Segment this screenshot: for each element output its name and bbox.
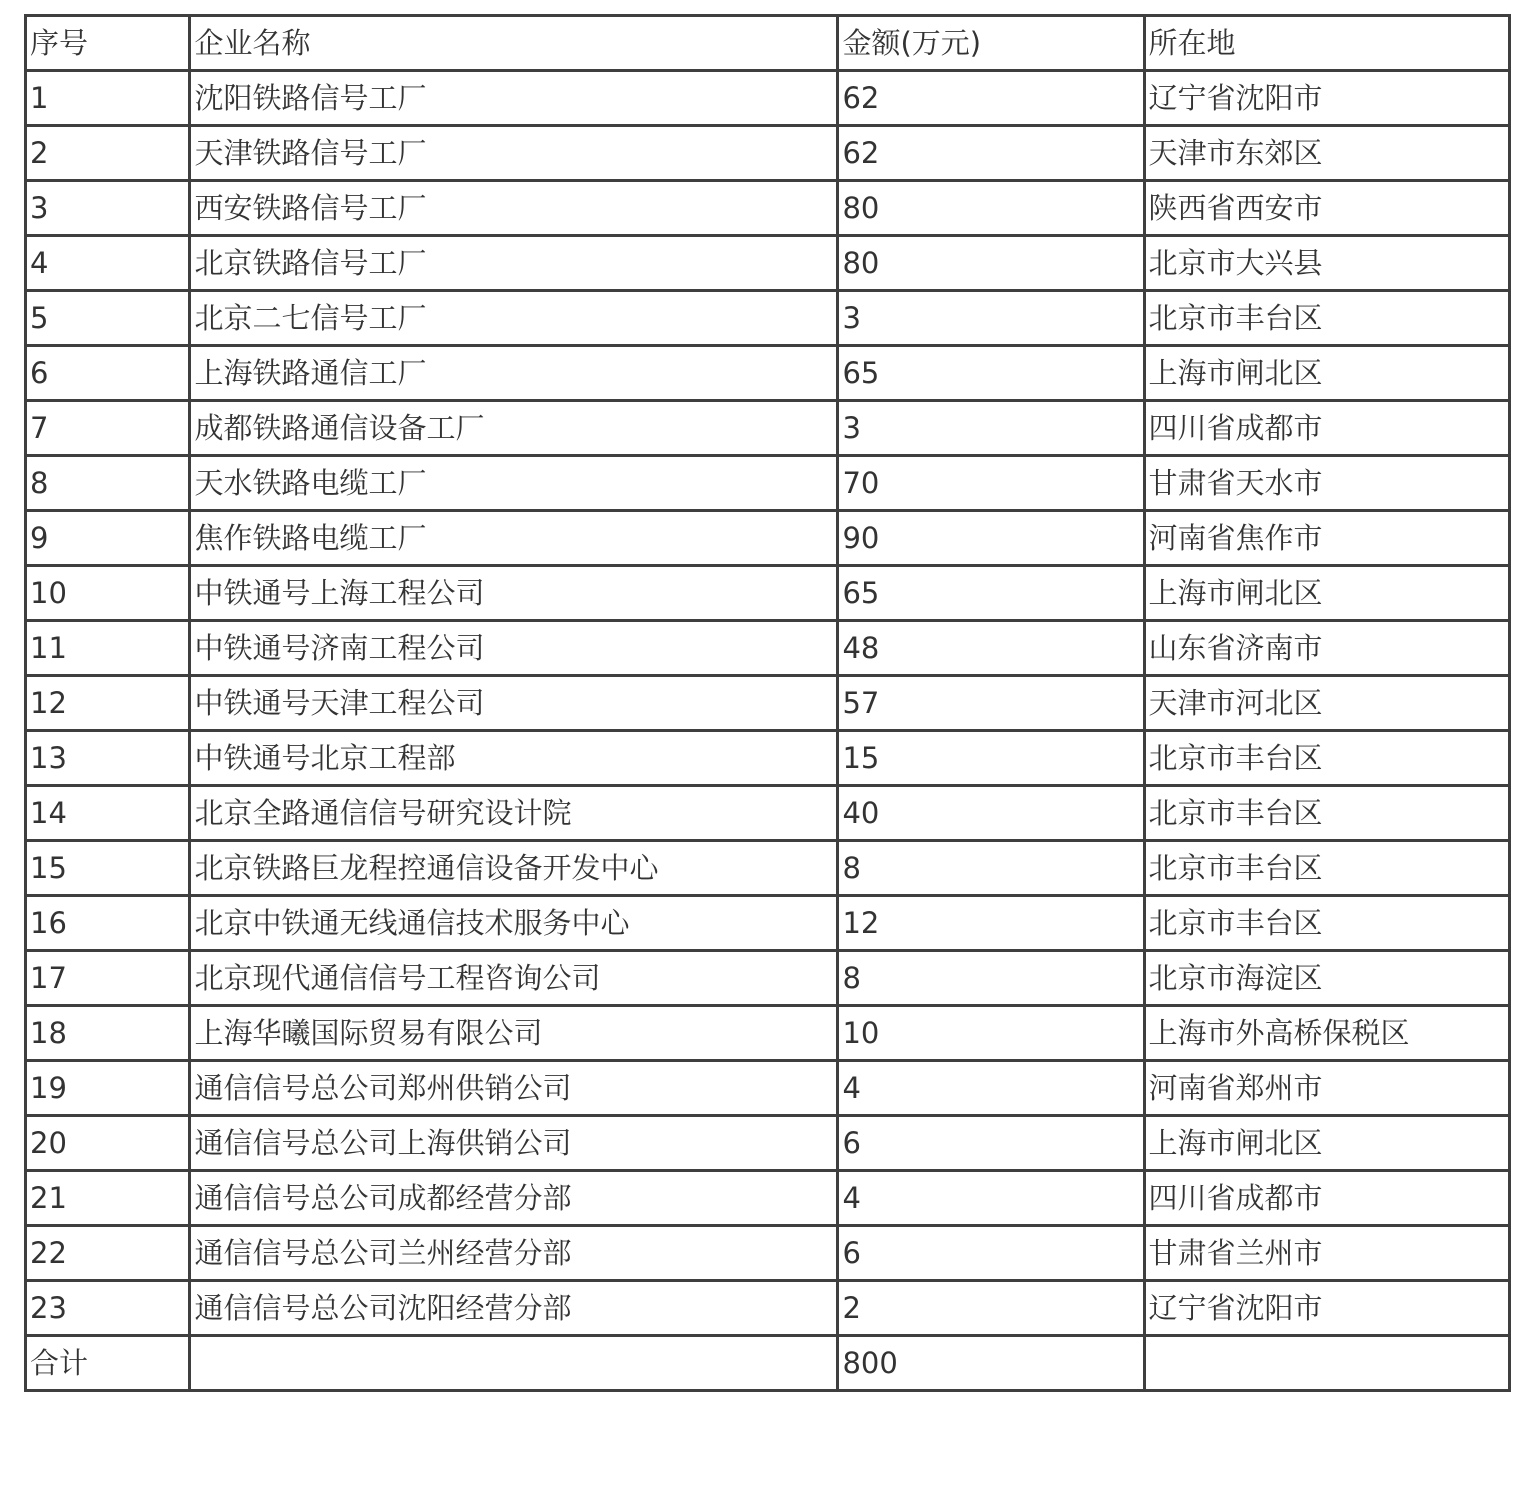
cell-amount: 10 bbox=[838, 1006, 1144, 1061]
cell-company: 北京全路通信信号研究设计院 bbox=[190, 786, 838, 841]
cell-amount: 6 bbox=[838, 1226, 1144, 1281]
cell-amount: 3 bbox=[838, 291, 1144, 346]
header-cell-company: 企业名称 bbox=[190, 16, 838, 71]
table-row bbox=[26, 291, 1510, 346]
cell-index: 22 bbox=[26, 1226, 190, 1281]
cell-company: 北京铁路信号工厂 bbox=[190, 236, 838, 291]
cell-amount: 4 bbox=[838, 1171, 1144, 1226]
cell-index: 14 bbox=[26, 786, 190, 841]
cell-location: 河南省焦作市 bbox=[1144, 511, 1509, 566]
cell-location: 上海市闸北区 bbox=[1144, 346, 1509, 401]
cell-company: 北京二七信号工厂 bbox=[190, 291, 838, 346]
cell-index: 7 bbox=[26, 401, 190, 456]
cell-index: 23 bbox=[26, 1281, 190, 1336]
cell-company: 中铁通号北京工程部 bbox=[190, 731, 838, 786]
table-row bbox=[26, 1061, 1510, 1116]
cell-company: 焦作铁路电缆工厂 bbox=[190, 511, 838, 566]
cell-location: 北京市丰台区 bbox=[1144, 896, 1509, 951]
table-row bbox=[26, 841, 1510, 896]
table-row bbox=[26, 71, 1510, 126]
cell-index: 9 bbox=[26, 511, 190, 566]
cell-index: 5 bbox=[26, 291, 190, 346]
cell-amount: 6 bbox=[838, 1116, 1144, 1171]
cell-location: 河南省郑州市 bbox=[1144, 1061, 1509, 1116]
table-row bbox=[26, 1171, 1510, 1226]
cell-location: 北京市丰台区 bbox=[1144, 731, 1509, 786]
table-row bbox=[26, 1116, 1510, 1171]
table-row bbox=[26, 1281, 1510, 1336]
cell-amount: 65 bbox=[838, 346, 1144, 401]
cell-company: 北京现代通信信号工程咨询公司 bbox=[190, 951, 838, 1006]
cell-location: 天津市河北区 bbox=[1144, 676, 1509, 731]
cell-location: 天津市东郊区 bbox=[1144, 126, 1509, 181]
cell-amount: 4 bbox=[838, 1061, 1144, 1116]
cell-index: 1 bbox=[26, 71, 190, 126]
cell-company: 北京铁路巨龙程控通信设备开发中心 bbox=[190, 841, 838, 896]
cell-amount: 8 bbox=[838, 841, 1144, 896]
cell-company: 中铁通号上海工程公司 bbox=[190, 566, 838, 621]
total-cell-location bbox=[1144, 1336, 1509, 1391]
cell-company: 北京中铁通无线通信技术服务中心 bbox=[190, 896, 838, 951]
cell-index: 12 bbox=[26, 676, 190, 731]
cell-company: 中铁通号济南工程公司 bbox=[190, 621, 838, 676]
cell-index: 13 bbox=[26, 731, 190, 786]
cell-amount: 3 bbox=[838, 401, 1144, 456]
cell-location: 北京市丰台区 bbox=[1144, 291, 1509, 346]
cell-company: 通信信号总公司郑州供销公司 bbox=[190, 1061, 838, 1116]
cell-location: 甘肃省兰州市 bbox=[1144, 1226, 1509, 1281]
cell-amount: 62 bbox=[838, 126, 1144, 181]
table-row bbox=[26, 346, 1510, 401]
cell-amount: 80 bbox=[838, 236, 1144, 291]
cell-amount: 15 bbox=[838, 731, 1144, 786]
table-row bbox=[26, 236, 1510, 291]
cell-amount: 70 bbox=[838, 456, 1144, 511]
cell-index: 19 bbox=[26, 1061, 190, 1116]
cell-amount: 65 bbox=[838, 566, 1144, 621]
table-row bbox=[26, 1006, 1510, 1061]
table-row bbox=[26, 456, 1510, 511]
cell-index: 21 bbox=[26, 1171, 190, 1226]
cell-index: 18 bbox=[26, 1006, 190, 1061]
table-row bbox=[26, 676, 1510, 731]
cell-location: 四川省成都市 bbox=[1144, 1171, 1509, 1226]
cell-location: 山东省济南市 bbox=[1144, 621, 1509, 676]
cell-location: 北京市大兴县 bbox=[1144, 236, 1509, 291]
cell-company: 上海铁路通信工厂 bbox=[190, 346, 838, 401]
cell-company: 上海华曦国际贸易有限公司 bbox=[190, 1006, 838, 1061]
table-row bbox=[26, 401, 1510, 456]
cell-index: 6 bbox=[26, 346, 190, 401]
table-row bbox=[26, 1226, 1510, 1281]
table-row bbox=[26, 566, 1510, 621]
cell-amount: 8 bbox=[838, 951, 1144, 1006]
cell-index: 2 bbox=[26, 126, 190, 181]
cell-amount: 2 bbox=[838, 1281, 1144, 1336]
total-cell-index: 合计 bbox=[26, 1336, 190, 1391]
cell-company: 天水铁路电缆工厂 bbox=[190, 456, 838, 511]
cell-index: 15 bbox=[26, 841, 190, 896]
header-cell-amount: 金额(万元) bbox=[838, 16, 1144, 71]
cell-location: 北京市丰台区 bbox=[1144, 786, 1509, 841]
cell-index: 4 bbox=[26, 236, 190, 291]
cell-amount: 90 bbox=[838, 511, 1144, 566]
total-cell-amount: 800 bbox=[838, 1336, 1144, 1391]
table-row bbox=[26, 181, 1510, 236]
cell-company: 沈阳铁路信号工厂 bbox=[190, 71, 838, 126]
cell-location: 北京市丰台区 bbox=[1144, 841, 1509, 896]
table-row bbox=[26, 126, 1510, 181]
cell-amount: 80 bbox=[838, 181, 1144, 236]
cell-amount: 57 bbox=[838, 676, 1144, 731]
table-row bbox=[26, 621, 1510, 676]
cell-company: 西安铁路信号工厂 bbox=[190, 181, 838, 236]
header-cell-index: 序号 bbox=[26, 16, 190, 71]
cell-index: 8 bbox=[26, 456, 190, 511]
cell-company: 天津铁路信号工厂 bbox=[190, 126, 838, 181]
cell-company: 通信信号总公司沈阳经营分部 bbox=[190, 1281, 838, 1336]
cell-amount: 48 bbox=[838, 621, 1144, 676]
cell-location: 上海市闸北区 bbox=[1144, 566, 1509, 621]
total-cell-company bbox=[190, 1336, 838, 1391]
cell-index: 16 bbox=[26, 896, 190, 951]
cell-location: 辽宁省沈阳市 bbox=[1144, 1281, 1509, 1336]
cell-location: 甘肃省天水市 bbox=[1144, 456, 1509, 511]
cell-company: 中铁通号天津工程公司 bbox=[190, 676, 838, 731]
table-row bbox=[26, 951, 1510, 1006]
cell-company: 通信信号总公司成都经营分部 bbox=[190, 1171, 838, 1226]
cell-index: 3 bbox=[26, 181, 190, 236]
cell-location: 陕西省西安市 bbox=[1144, 181, 1509, 236]
total-row bbox=[26, 1336, 1510, 1391]
header-row bbox=[26, 16, 1510, 71]
cell-location: 北京市海淀区 bbox=[1144, 951, 1509, 1006]
cell-index: 10 bbox=[26, 566, 190, 621]
cell-index: 11 bbox=[26, 621, 190, 676]
cell-amount: 12 bbox=[838, 896, 1144, 951]
cell-location: 四川省成都市 bbox=[1144, 401, 1509, 456]
cell-company: 通信信号总公司兰州经营分部 bbox=[190, 1226, 838, 1281]
cell-index: 17 bbox=[26, 951, 190, 1006]
table-row bbox=[26, 896, 1510, 951]
table-row bbox=[26, 731, 1510, 786]
header-cell-location: 所在地 bbox=[1144, 16, 1509, 71]
cell-amount: 40 bbox=[838, 786, 1144, 841]
cell-amount: 62 bbox=[838, 71, 1144, 126]
cell-location: 辽宁省沈阳市 bbox=[1144, 71, 1509, 126]
table-row bbox=[26, 786, 1510, 841]
table-row bbox=[26, 511, 1510, 566]
cell-company: 通信信号总公司上海供销公司 bbox=[190, 1116, 838, 1171]
cell-location: 上海市闸北区 bbox=[1144, 1116, 1509, 1171]
enterprise-investment-table bbox=[24, 14, 1511, 1392]
cell-index: 20 bbox=[26, 1116, 190, 1171]
cell-location: 上海市外高桥保税区 bbox=[1144, 1006, 1509, 1061]
cell-company: 成都铁路通信设备工厂 bbox=[190, 401, 838, 456]
